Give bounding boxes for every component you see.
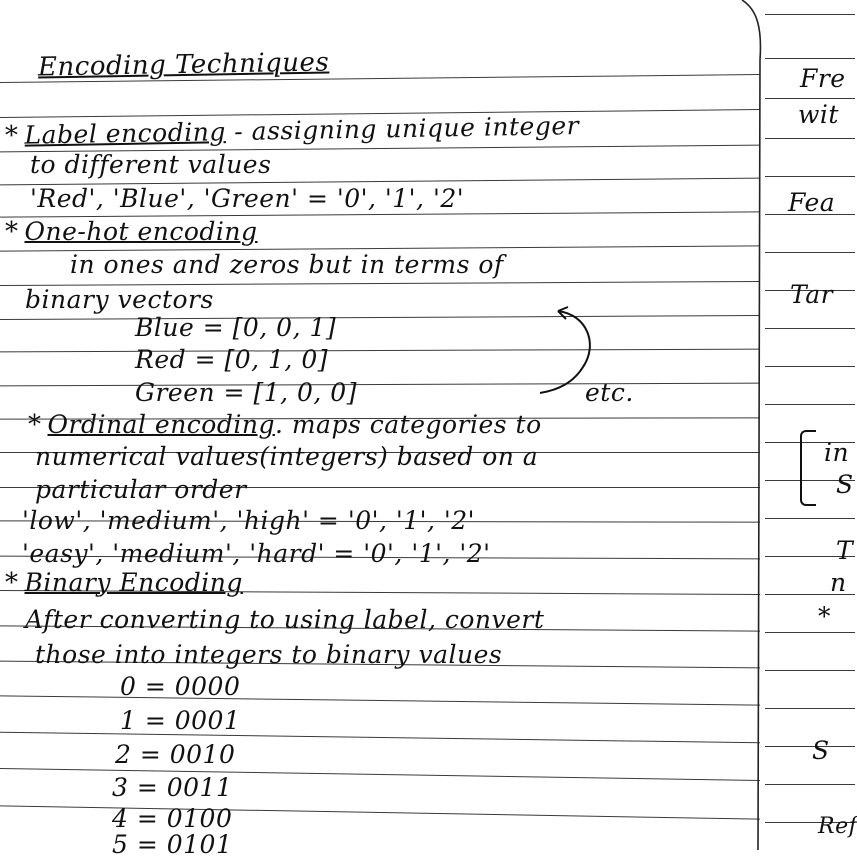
next-page-fragment: Fea bbox=[788, 188, 836, 217]
ordinal-heading: Ordinal encoding bbox=[47, 410, 275, 439]
next-page-fragment: S bbox=[836, 470, 854, 499]
next-page-fragment: wit bbox=[798, 100, 839, 129]
one-hot-line-1: in ones and zeros but in terms of bbox=[70, 250, 504, 279]
one-hot-row-green: Green = [1, 0, 0] bbox=[135, 378, 357, 407]
binary-row: 4 = 0100 bbox=[112, 804, 233, 833]
next-page-fragment: n bbox=[830, 568, 847, 597]
label-encoding-heading: Label encoding bbox=[24, 117, 227, 150]
ruled-line bbox=[0, 349, 760, 353]
ordinal-example-2: 'easy', 'medium', 'hard' = '0', '1', '2' bbox=[22, 539, 491, 568]
next-page-fragment: Tar bbox=[790, 280, 834, 309]
binary-line-2: those into integers to binary values bbox=[35, 640, 503, 669]
one-hot-etc: etc. bbox=[585, 378, 634, 407]
next-page-fragment: Fre bbox=[800, 64, 846, 93]
binary-heading-line bbox=[5, 568, 243, 598]
next-page-bracket bbox=[800, 430, 816, 506]
ordinal-line-3: particular order bbox=[35, 475, 247, 504]
next-page-fragment: in bbox=[824, 438, 850, 467]
ruled-line bbox=[0, 315, 760, 320]
label-encoding-desc-1: - assigning unique integer bbox=[225, 110, 580, 147]
label-encoding-example: 'Red', 'Blue', 'Green' = '0', '1', '2' bbox=[30, 184, 465, 213]
ordinal-line-1: . maps categories to bbox=[274, 410, 542, 439]
binary-row: 0 = 0000 bbox=[120, 672, 241, 701]
asterisk-bullet-icon: * bbox=[4, 120, 19, 152]
next-page-fragment: Ref bbox=[818, 814, 857, 839]
one-hot-line-2: binary vectors bbox=[25, 285, 214, 314]
one-hot-heading: One-hot encoding bbox=[24, 217, 258, 246]
binary-row: 2 = 0010 bbox=[115, 740, 236, 769]
ordinal-line-2: numerical values(integers) based on a bbox=[35, 442, 539, 471]
binary-row: 3 = 0011 bbox=[112, 773, 233, 802]
binary-heading: Binary Encoding bbox=[24, 568, 243, 597]
next-page-fragment: S bbox=[812, 736, 830, 765]
ordinal-heading-line bbox=[28, 410, 542, 440]
ordinal-example-1: 'low', 'medium', 'high' = '0', '1', '2' bbox=[22, 506, 476, 535]
ruled-line bbox=[0, 695, 760, 705]
page-title: Encoding Techniques bbox=[37, 47, 330, 83]
binary-line-1: After converting to using label, convert bbox=[25, 605, 545, 634]
label-encoding-desc-2: to different values bbox=[30, 150, 272, 179]
asterisk-bullet-icon: * bbox=[5, 568, 19, 598]
asterisk-bullet-icon: * bbox=[28, 410, 42, 440]
page-gutter bbox=[740, 0, 780, 850]
next-page-fragment: T bbox=[836, 536, 854, 565]
one-hot-row-blue: Blue = [0, 0, 1] bbox=[135, 313, 337, 342]
one-hot-row-red: Red = [0, 1, 0] bbox=[135, 345, 328, 374]
binary-row: 1 = 0001 bbox=[120, 706, 241, 735]
ruled-line bbox=[0, 383, 760, 387]
asterisk-bullet-icon: * bbox=[5, 217, 19, 247]
next-page-fragment: * bbox=[818, 602, 831, 631]
one-hot-heading-line bbox=[5, 217, 258, 247]
binary-row: 5 = 0101 bbox=[112, 830, 233, 859]
